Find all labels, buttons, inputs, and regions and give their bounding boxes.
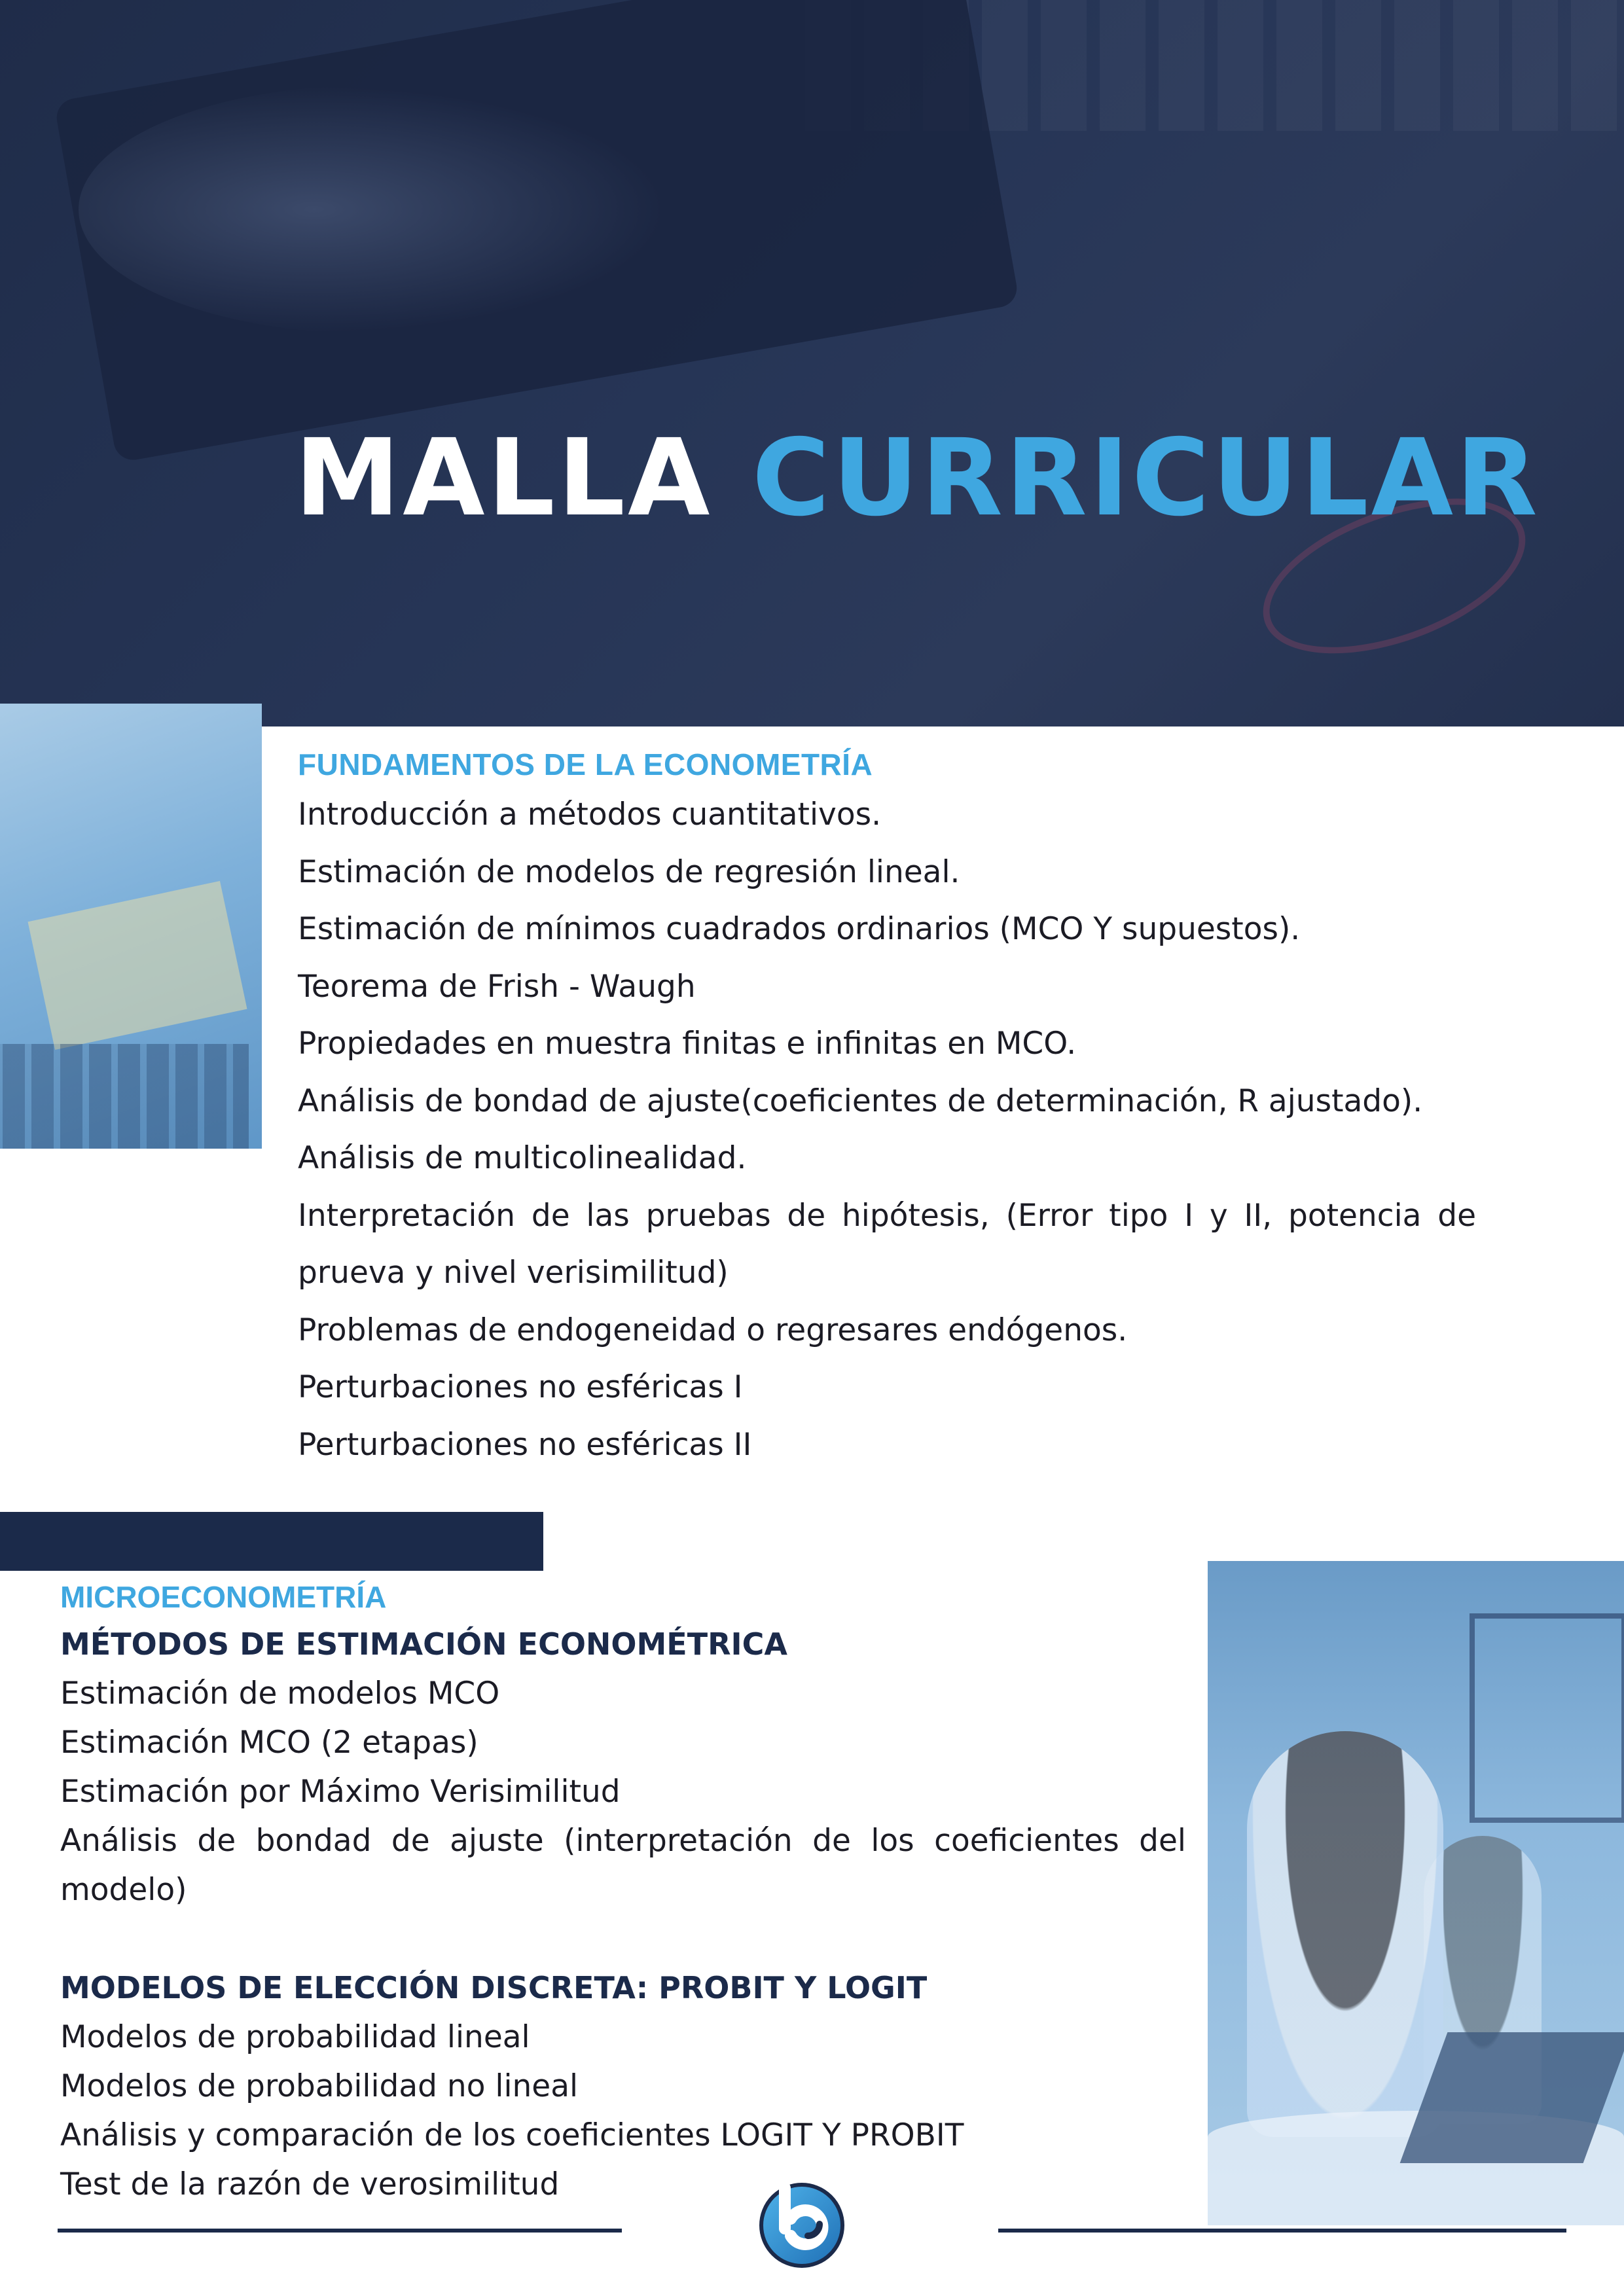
- section-fundamentos-heading: FUNDAMENTOS DE LA ECONOMETRÍA: [298, 747, 873, 781]
- hero-banner: [0, 0, 1624, 726]
- list-item: Teorema de Frish - Waugh: [298, 968, 696, 1005]
- list-item: Estimación de modelos MCO: [60, 1676, 500, 1712]
- office-photo-person-front: [1247, 1731, 1443, 2137]
- list-item: Introducción a métodos cuantitativos.: [298, 797, 882, 833]
- section-metodos-list: [60, 1669, 1186, 1914]
- list-item: Estimación de mínimos cuadrados ordinarios (MCO Y supuestos).: [298, 911, 1301, 947]
- list-item: Modelos de probabilidad no lineal: [60, 2068, 579, 2104]
- section-divider-bar: [0, 1512, 543, 1571]
- section-microeconometria-kicker: MICROECONOMETRÍA: [60, 1580, 387, 1614]
- page-title: [295, 417, 1604, 540]
- section-fundamentos-list: [298, 786, 1476, 1473]
- section-fundamentos: [298, 743, 1476, 1473]
- list-item: Problemas de endogeneidad o regresares endógenos.: [298, 1312, 1128, 1348]
- writing-photo-paper: [27, 881, 247, 1050]
- list-item: Análisis y comparación de los coeficientes LOGIT Y PROBIT: [60, 2117, 964, 2153]
- section-eleccion-discreta-heading: MODELOS DE ELECCIÓN DISCRETA: PROBIT Y LOGIT: [60, 1970, 928, 2005]
- list-item: Estimación MCO (2 etapas): [60, 1725, 478, 1761]
- list-item: Análisis de bondad de ajuste(coeficientes de determinación, R ajustado).: [298, 1083, 1423, 1119]
- office-photo: [1208, 1561, 1624, 2225]
- list-item: Interpretación de las pruebas de hipótesis, (Error tipo I y II, potencia de prueva y nivel verisimilitud): [298, 1197, 1476, 1291]
- list-item: Perturbaciones no esféricas II: [298, 1426, 752, 1463]
- list-item: Estimación de modelos de regresión lineal.: [298, 853, 960, 890]
- page-title-word-1: MALLA: [295, 417, 713, 540]
- list-item: Modelos de probabilidad lineal: [60, 2019, 530, 2055]
- footer-rule-right: [998, 2229, 1566, 2233]
- list-item: Análisis de multicolinealidad.: [298, 1140, 747, 1176]
- list-item: Perturbaciones no esféricas I: [298, 1369, 743, 1405]
- section-eleccion-discreta-list: [60, 2013, 1186, 2209]
- list-item: Estimación por Máximo Verisimilitud: [60, 1774, 621, 1810]
- brand-logo-icon: [753, 2173, 851, 2271]
- writing-photo: [0, 704, 262, 1149]
- section-microeconometria: [60, 1574, 1186, 2209]
- list-item: Análisis de bondad de ajuste (interpretación de los coeficientes del modelo): [60, 1823, 1186, 1908]
- section-metodos-heading: MÉTODOS DE ESTIMACIÓN ECONOMÉTRICA: [60, 1626, 788, 1662]
- page-title-word-2: CURRICULAR: [751, 417, 1540, 540]
- hero-hand-shape: [79, 85, 668, 334]
- office-photo-window: [1470, 1613, 1624, 1823]
- writing-photo-laptop: [0, 1044, 249, 1149]
- footer-rule-left: [58, 2229, 622, 2233]
- list-item: Test de la razón de verosimilitud: [60, 2166, 560, 2202]
- list-item: Propiedades en muestra finitas e infinitas en MCO.: [298, 1026, 1077, 1062]
